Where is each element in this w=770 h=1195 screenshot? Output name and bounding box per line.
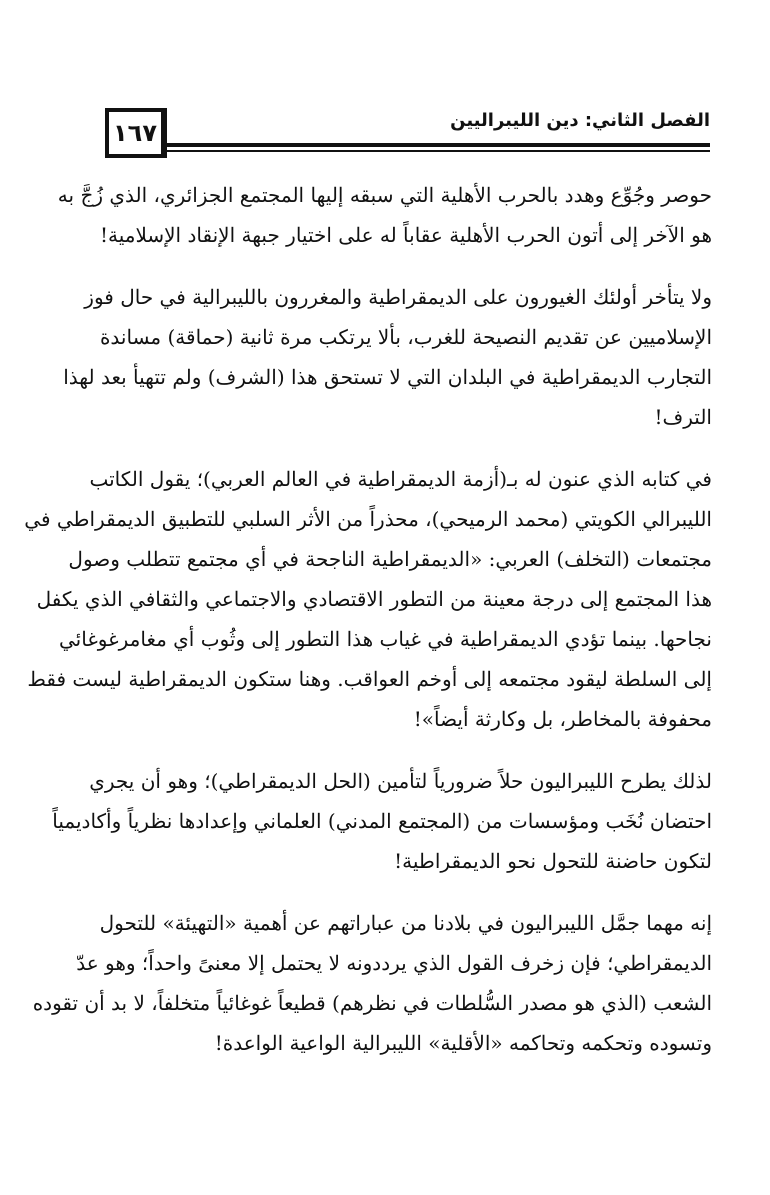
- text-line: محفوفة بالمخاطر، بل وكارثة أيضاً»!: [413, 707, 712, 731]
- text-line: حوصر وجُوِّع وهدد بالحرب الأهلية التي سبقه إليها المجتمع الجزائري، الذي زُجَّ به: [57, 183, 712, 207]
- text-line: هذا المجتمع إلى درجة معينة من التطور الاقتصادي والاجتماعي والثقافي الذي يكفل: [36, 587, 712, 611]
- header-rule-thin: [163, 150, 710, 152]
- paragraph-2: [63, 277, 712, 437]
- paragraph-5: [32, 903, 712, 1063]
- page-number-box: [105, 108, 167, 158]
- text-line: لتكون حاضنة للتحول نحو الديمقراطية!: [394, 849, 712, 873]
- paragraph-3: [24, 459, 712, 739]
- paragraph-1: [57, 175, 712, 255]
- text-line: احتضان نُخَب ومؤسسات من (المجتمع المدني) العلماني وإعدادها نظرياً وأكاديمياً: [52, 809, 712, 833]
- text-line: إلى السلطة ليقود مجتمعه إلى أوخم العواقب. وهنا ستكون الديمقراطية ليست فقط: [27, 667, 712, 691]
- text-line: التجارب الديمقراطية في البلدان التي لا تستحق هذا (الشرف) ولم تتهيأ بعد لهذا: [63, 365, 712, 389]
- text-line: الديمقراطي؛ فإن زخرف القول الذي يرددونه لا يحتمل إلا معنىً واحداً؛ وهو عدّ: [76, 951, 712, 975]
- chapter-title: الفصل الثاني: دين الليبراليين: [450, 110, 710, 131]
- text-line: لذلك يطرح الليبراليون حلاً ضرورياً لتأمين (الحل الديمقراطي)؛ وهو أن يجري: [89, 769, 712, 793]
- text-line: الليبرالي الكويتي (محمد الرميحي)، محذراً من الأثر السلبي للتطبيق الديمقراطي في: [24, 507, 712, 531]
- text-line: الشعب (الذي هو مصدر السُّلطات في نظرهم) قطيعاً غوغائياً متخلفاً، لا بد أن تقوده: [32, 991, 712, 1015]
- page-number: ١٦٧: [113, 119, 157, 147]
- text-line: وتسوده وتحكمه وتحاكمه «الأقلية» الليبرالية الواعية الواعدة!: [214, 1031, 712, 1055]
- text-line: في كتابه الذي عنون له بـ(أزمة الديمقراطية في العالم العربي)؛ يقول الكاتب: [89, 467, 712, 491]
- text-line: مجتمعات (التخلف) العربي: «الديمقراطية الناجحة في أي مجتمع تتطلب وصول: [68, 547, 712, 571]
- text-line: هو الآخر إلى أتون الحرب الأهلية عقاباً له على اختيار جبهة الإنقاد الإسلامية!: [99, 223, 712, 247]
- text-line: إنه مهما جمَّل الليبراليون في بلادنا من عباراتهم عن أهمية «التهيئة» للتحول: [99, 911, 712, 935]
- text-line: الترف!: [654, 405, 712, 429]
- page-body: [24, 175, 712, 1085]
- header-rule-thick: [163, 143, 710, 147]
- text-line: ولا يتأخر أولئك الغيورون على الديمقراطية والمغررون بالليبرالية في حال فوز: [84, 285, 712, 309]
- text-line: الإسلاميين عن تقديم النصيحة للغرب، بألا يرتكب مرة ثانية (حماقة) مساندة: [99, 325, 712, 349]
- paragraph-4: [52, 761, 712, 881]
- text-line: نجاحها. بينما تؤدي الديمقراطية في غياب هذا التطور إلى وثُوب أي مغامرغوغائي: [59, 627, 712, 651]
- page-header: [105, 108, 710, 170]
